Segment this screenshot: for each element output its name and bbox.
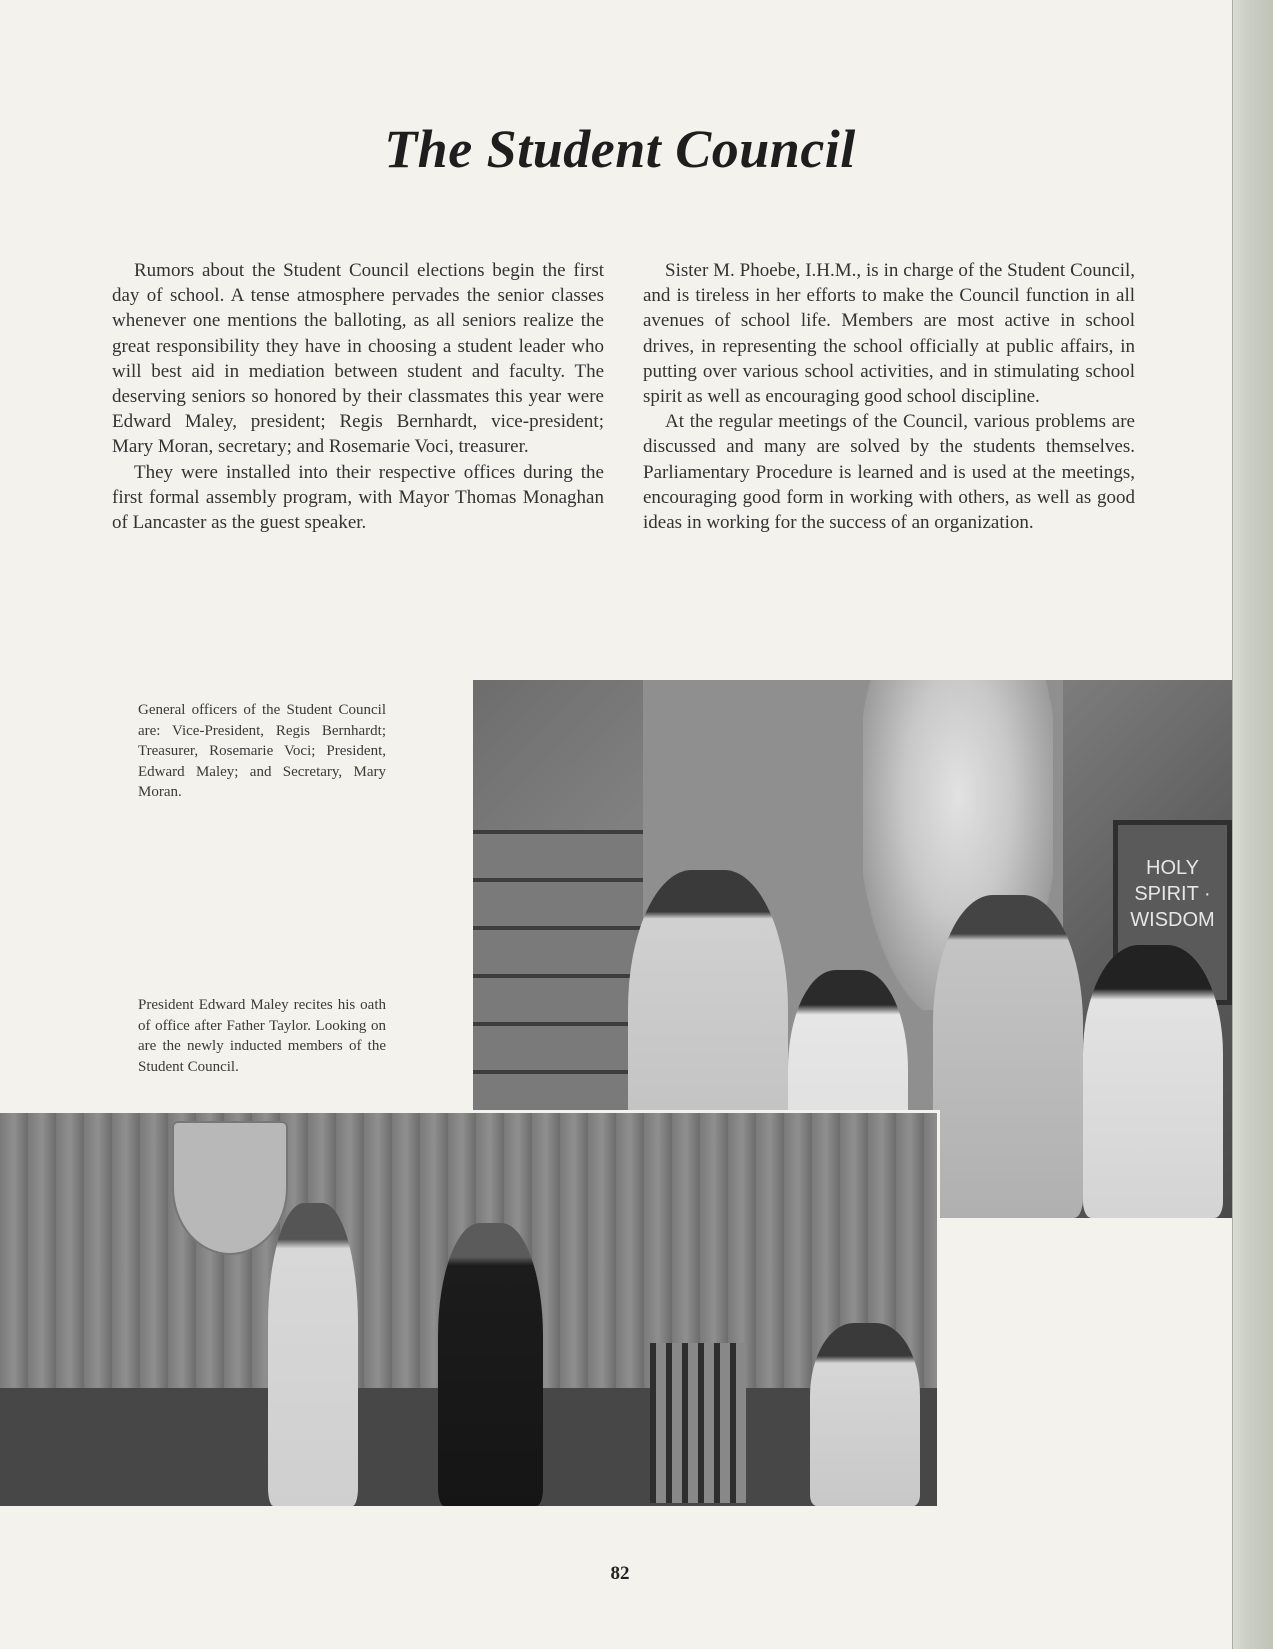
right-paragraph-1: Sister M. Phoebe, I.H.M., is in charge of the Student Council, and is tireless in her efforts to make the Council function in all avenues of school life. Members are most active in school drives, in representing the school officially at public affairs, in putting over various school activities, and in stimulating school spirit as well as encouraging good school discipline. xyxy=(643,260,1135,408)
officer-president xyxy=(933,895,1083,1218)
wooden-chair xyxy=(650,1343,746,1503)
right-column xyxy=(643,258,1135,535)
right-paragraph-2: At the regular meetings of the Council, various problems are discussed and many are solved by the students themselves. Parliamentary Procedure is learned and is used at the meetings, encouraging good form in working with others, as well as good ideas in working for the success of an organization. xyxy=(643,411,1135,534)
president-edward-maley xyxy=(268,1203,358,1506)
page-number: 82 xyxy=(610,1563,630,1584)
seated-member xyxy=(810,1323,920,1506)
father-taylor xyxy=(438,1223,543,1506)
left-paragraph-1: Rumors about the Student Council elections begin the first day of school. A tense atmosphere pervades the senior classes whenever one mentions the balloting, as all seniors realize the great responsibility they have in choosing a student leader who will best aid in mediation between student and faculty. The deserving seniors so honored by their classmates this year were Edward Maley, president; Regis Bernhardt, vice-president; Mary Moran, secretary; and Rosemarie Voci, treasurer. xyxy=(112,260,604,458)
officer-secretary xyxy=(1083,945,1223,1218)
left-paragraph-2: They were installed into their respective offices during the first formal assembly program, with Mayor Thomas Monaghan of Lancaster as the guest speaker. xyxy=(112,461,604,534)
left-column xyxy=(112,258,604,535)
photo-oath xyxy=(0,1110,940,1506)
caption-oath: President Edward Maley recites his oath of office after Father Taylor. Looking on are the newly inducted members of the Student Council. xyxy=(138,997,386,1075)
school-crest xyxy=(172,1121,288,1255)
page-title: The Student Council xyxy=(384,119,856,179)
sign-text: HOLY SPIRIT · WISDOM xyxy=(1130,857,1215,931)
caption-officers: General officers of the Student Council are: Vice-President, Regis Bernhardt; Treasurer, Rosemarie Voci; President, Edward Maley; and Secretary, Mary Moran. xyxy=(138,702,386,800)
page-edge xyxy=(1232,0,1273,1649)
